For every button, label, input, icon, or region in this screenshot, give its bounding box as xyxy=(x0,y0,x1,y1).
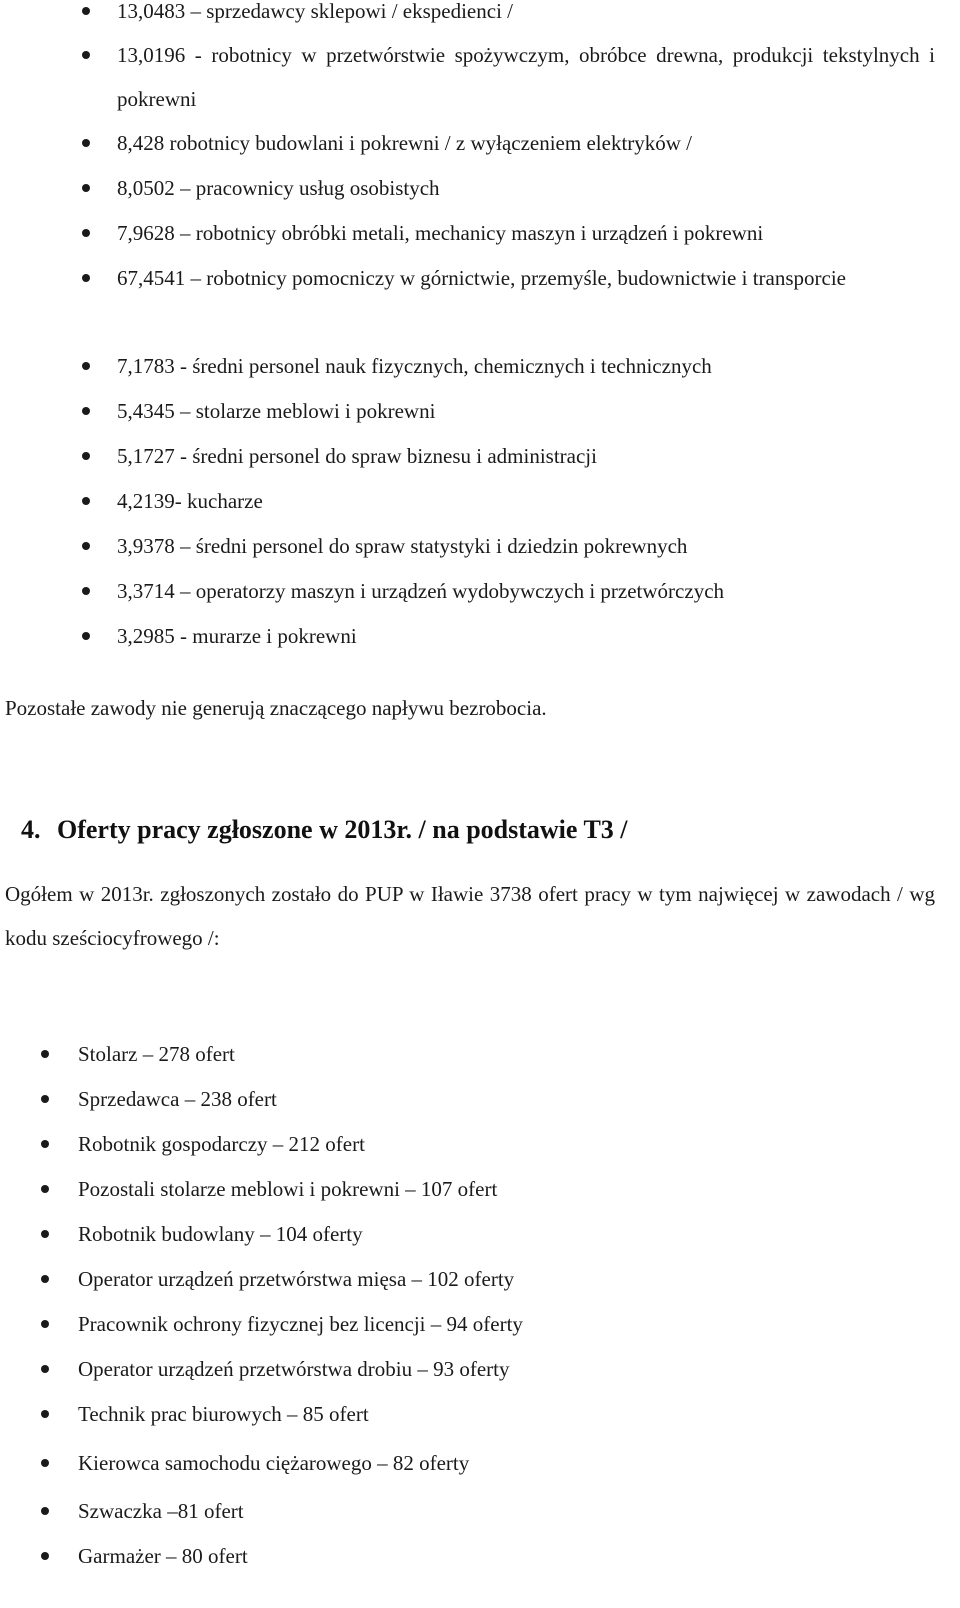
bullet-icon xyxy=(82,542,90,550)
list-item xyxy=(78,1302,935,1346)
list-item-text: Robotnik budowlany – 104 oferty xyxy=(78,1222,363,1246)
list-item xyxy=(117,0,935,33)
closing-note: Pozostałe zawody nie generują znaczącego napływu bezrobocia. xyxy=(5,696,547,720)
bullet-icon xyxy=(82,7,90,15)
list-item-text: Kierowca samochodu ciężarowego – 82 oferty xyxy=(78,1451,470,1475)
bullet-icon xyxy=(82,229,90,237)
bullet-icon xyxy=(41,1140,49,1148)
list-item-text: 5,1727 - średni personel do spraw biznesu i administracji xyxy=(117,444,597,468)
bullet-icon xyxy=(41,1320,49,1328)
list-item xyxy=(78,1347,935,1391)
list-item-text: 13,0196 - robotnicy w przetwórstwie spożywczym, obróbce drewna, produkcji tekstylnych i pokrewni xyxy=(117,43,935,111)
list-item-text: 3,9378 – średni personel do spraw statystyki i dziedzin pokrewnych xyxy=(117,534,688,558)
list-item-text: 67,4541 – robotnicy pomocniczy w górnictwie, przemyśle, budownictwie i transporcie xyxy=(117,266,846,290)
list-item xyxy=(117,389,935,433)
bullet-icon xyxy=(82,362,90,370)
bullet-icon xyxy=(82,139,90,147)
intro-paragraph: Ogółem w 2013r. zgłoszonych zostało do PUP w Iławie 3738 ofert pracy w tym najwięcej w zawodach / wg kodu sześciocyfrowego /: xyxy=(5,882,935,950)
list-item xyxy=(78,1257,935,1301)
list-item xyxy=(78,1167,935,1211)
list-item xyxy=(117,211,935,255)
list-item xyxy=(78,1489,935,1533)
section-number: 4. xyxy=(21,815,41,844)
bullet-icon xyxy=(41,1365,49,1373)
list-item xyxy=(117,33,935,121)
list-item xyxy=(117,121,935,165)
bullet-icon xyxy=(41,1459,49,1467)
list-item-text: 4,2139- kucharze xyxy=(117,489,263,513)
list-item xyxy=(117,166,935,210)
list-item xyxy=(117,524,935,568)
bullet-icon xyxy=(41,1552,49,1560)
list-item-text: Szwaczka –81 ofert xyxy=(78,1499,244,1523)
list-item-text: Pozostali stolarze meblowi i pokrewni – 107 ofert xyxy=(78,1177,498,1201)
list-item xyxy=(117,434,935,478)
bullet-icon xyxy=(82,452,90,460)
bullet-icon xyxy=(82,184,90,192)
list-item-text: 7,1783 - średni personel nauk fizycznych, chemicznych i technicznych xyxy=(117,354,712,378)
list-item-text: 3,2985 - murarze i pokrewni xyxy=(117,624,357,648)
bullet-icon xyxy=(82,587,90,595)
list-item-text: Robotnik gospodarczy – 212 ofert xyxy=(78,1132,365,1156)
bullet-icon xyxy=(82,497,90,505)
list-item-text: 8,0502 – pracownicy usług osobistych xyxy=(117,176,440,200)
bullet-icon xyxy=(41,1185,49,1193)
list-item xyxy=(117,614,935,658)
section-heading xyxy=(21,808,628,852)
list-item-text: Stolarz – 278 ofert xyxy=(78,1042,235,1066)
list-item xyxy=(78,1212,935,1256)
list-item xyxy=(78,1077,935,1121)
list-item xyxy=(78,1392,935,1436)
list-item-text: Garmażer – 80 ofert xyxy=(78,1544,248,1568)
list-item xyxy=(117,256,935,300)
list-item-text: 7,9628 – robotnicy obróbki metali, mechanicy maszyn i urządzeń i pokrewni xyxy=(117,221,764,245)
bullet-icon xyxy=(82,632,90,640)
bullet-icon xyxy=(82,274,90,282)
bullet-icon xyxy=(41,1095,49,1103)
list-item xyxy=(78,1122,935,1166)
list-item-text: 8,428 robotnicy budowlani i pokrewni / z wyłączeniem elektryków / xyxy=(117,131,693,155)
list-item xyxy=(117,344,935,388)
list-item xyxy=(117,479,935,523)
list-item xyxy=(78,1032,935,1076)
bullet-icon xyxy=(82,51,90,59)
bullet-icon xyxy=(41,1050,49,1058)
bullet-icon xyxy=(41,1507,49,1515)
list-item xyxy=(117,569,935,613)
list-item-text: Sprzedawca – 238 ofert xyxy=(78,1087,277,1111)
bullet-icon xyxy=(82,407,90,415)
list-item-text: Operator urządzeń przetwórstwa mięsa – 102 oferty xyxy=(78,1267,515,1291)
list-item-text: 13,0483 – sprzedawcy sklepowi / ekspedienci / xyxy=(117,0,513,23)
list-item-text: Technik prac biurowych – 85 ofert xyxy=(78,1402,369,1426)
bullet-icon xyxy=(41,1275,49,1283)
bullet-icon xyxy=(41,1410,49,1418)
section-title: Oferty pracy zgłoszone w 2013r. / na podstawie T3 / xyxy=(57,815,628,844)
list-item-text: Pracownik ochrony fizycznej bez licencji – 94 oferty xyxy=(78,1312,523,1336)
list-item xyxy=(78,1441,935,1485)
list-item-text: Operator urządzeń przetwórstwa drobiu – 93 oferty xyxy=(78,1357,510,1381)
bullet-icon xyxy=(41,1230,49,1238)
list-item-text: 3,3714 – operatorzy maszyn i urządzeń wydobywczych i przetwórczych xyxy=(117,579,725,603)
list-item-text: 5,4345 – stolarze meblowi i pokrewni xyxy=(117,399,436,423)
list-item xyxy=(78,1534,935,1578)
